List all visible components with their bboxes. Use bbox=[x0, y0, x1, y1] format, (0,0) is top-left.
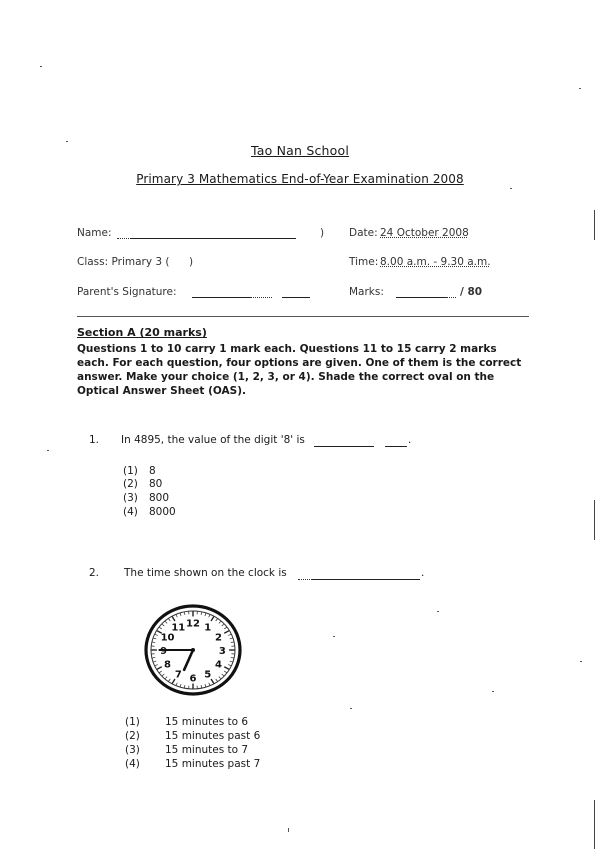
question-2-option-4 bbox=[125, 758, 260, 770]
clock-numeral: 4 bbox=[214, 659, 222, 671]
clock-numeral: 7 bbox=[174, 669, 182, 681]
marks-total: / 80 bbox=[460, 286, 483, 298]
scan-edge bbox=[594, 800, 595, 849]
clock-numeral: 10 bbox=[160, 632, 175, 644]
question-2-answer-dots bbox=[298, 579, 312, 580]
signature-line-a bbox=[192, 297, 250, 298]
time-label: Time: bbox=[349, 256, 379, 268]
date-label: Date: bbox=[349, 227, 378, 239]
scan-speck bbox=[47, 450, 49, 451]
clock-numeral: 2 bbox=[214, 632, 222, 644]
name-label: Name: bbox=[77, 227, 112, 239]
signature-label: Parent's Signature: bbox=[77, 286, 177, 298]
question-1-end: . bbox=[408, 434, 412, 446]
question-1-option-4 bbox=[123, 506, 176, 518]
question-2-number: 2. bbox=[89, 567, 100, 579]
clock-icon bbox=[143, 604, 243, 696]
header-divider bbox=[77, 316, 529, 317]
clock-numeral: 8 bbox=[164, 659, 172, 671]
marks-label: Marks: bbox=[349, 286, 384, 298]
scan-speck bbox=[350, 708, 352, 709]
option-number: (3) bbox=[123, 492, 138, 504]
clock-numeral: 5 bbox=[204, 669, 212, 681]
date-value: 24 October 2008 bbox=[380, 227, 469, 239]
option-number: (4) bbox=[123, 506, 138, 518]
question-1-number: 1. bbox=[89, 434, 100, 446]
option-number: (1) bbox=[123, 465, 138, 477]
section-a-title: Section A (20 marks) bbox=[77, 326, 207, 339]
clock-numeral: 11 bbox=[171, 622, 186, 634]
option-number: (2) bbox=[125, 730, 140, 742]
clock-numeral: 9 bbox=[160, 646, 168, 657]
name-line-dots bbox=[117, 238, 131, 239]
scan-speck bbox=[66, 141, 68, 142]
section-a-instructions: Questions 1 to 10 carry 1 mark each. Questions 11 to 15 carry 2 marks each. For each question, four options are given. One of them is the correct answer. Make your choice (1, 2, 3, or 4). Shade the correct oval on the Optical Answer Sheet (OAS). bbox=[77, 343, 522, 397]
scan-speck bbox=[510, 188, 512, 189]
clock-center bbox=[191, 648, 195, 652]
question-1-answer-line-b bbox=[385, 446, 407, 447]
clock-numeral: 12 bbox=[186, 618, 200, 630]
signature-line-b bbox=[282, 297, 310, 298]
marks-line bbox=[396, 297, 446, 298]
clock-numeral: 1 bbox=[204, 622, 212, 634]
marks-line-dots bbox=[446, 297, 456, 298]
clock-numeral: 6 bbox=[189, 673, 197, 685]
class-label: Class: Primary 3 ( bbox=[77, 256, 170, 268]
option-number: (1) bbox=[125, 716, 140, 728]
scan-edge bbox=[594, 210, 595, 240]
question-2-answer-line bbox=[312, 579, 420, 580]
question-2-text: The time shown on the clock is bbox=[124, 567, 287, 579]
option-number: (2) bbox=[123, 478, 138, 490]
option-value: 15 minutes past 6 bbox=[165, 730, 261, 742]
question-1-option-2 bbox=[123, 478, 162, 490]
time-value: 8.00 a.m. - 9.30 a.m. bbox=[380, 256, 491, 268]
question-1-option-3 bbox=[123, 492, 169, 504]
option-value: 15 minutes past 7 bbox=[165, 758, 261, 770]
scan-speck bbox=[40, 66, 42, 67]
name-line bbox=[131, 238, 296, 239]
option-value: 15 minutes to 6 bbox=[165, 716, 249, 728]
option-value: 8 bbox=[149, 465, 156, 477]
question-1-option-1 bbox=[123, 465, 156, 477]
scan-speck bbox=[288, 828, 289, 832]
scan-speck bbox=[492, 691, 494, 692]
question-1-text: In 4895, the value of the digit '8' is bbox=[121, 434, 305, 446]
question-2-option-1 bbox=[125, 716, 248, 728]
name-close-paren: ) bbox=[320, 227, 325, 239]
class-close-paren: ) bbox=[189, 256, 194, 268]
option-number: (4) bbox=[125, 758, 140, 770]
signature-line-dots bbox=[250, 297, 272, 298]
question-1-answer-line-a bbox=[314, 446, 374, 447]
scan-speck bbox=[333, 636, 335, 637]
option-value: 800 bbox=[149, 492, 170, 504]
question-2-end: . bbox=[421, 567, 425, 579]
exam-title: Primary 3 Mathematics End-of-Year Examination 2008 bbox=[136, 172, 464, 186]
question-2-option-3 bbox=[125, 744, 248, 756]
option-value: 15 minutes to 7 bbox=[165, 744, 249, 756]
scan-speck bbox=[437, 611, 439, 612]
option-number: (3) bbox=[125, 744, 140, 756]
scan-speck bbox=[579, 88, 581, 89]
scan-edge bbox=[594, 500, 595, 540]
option-value: 80 bbox=[149, 478, 163, 490]
option-value: 8000 bbox=[149, 506, 176, 518]
school-name: Tao Nan School bbox=[250, 143, 350, 158]
clock-numeral: 3 bbox=[218, 646, 226, 657]
question-2-option-2 bbox=[125, 730, 260, 742]
scan-speck bbox=[580, 661, 582, 662]
